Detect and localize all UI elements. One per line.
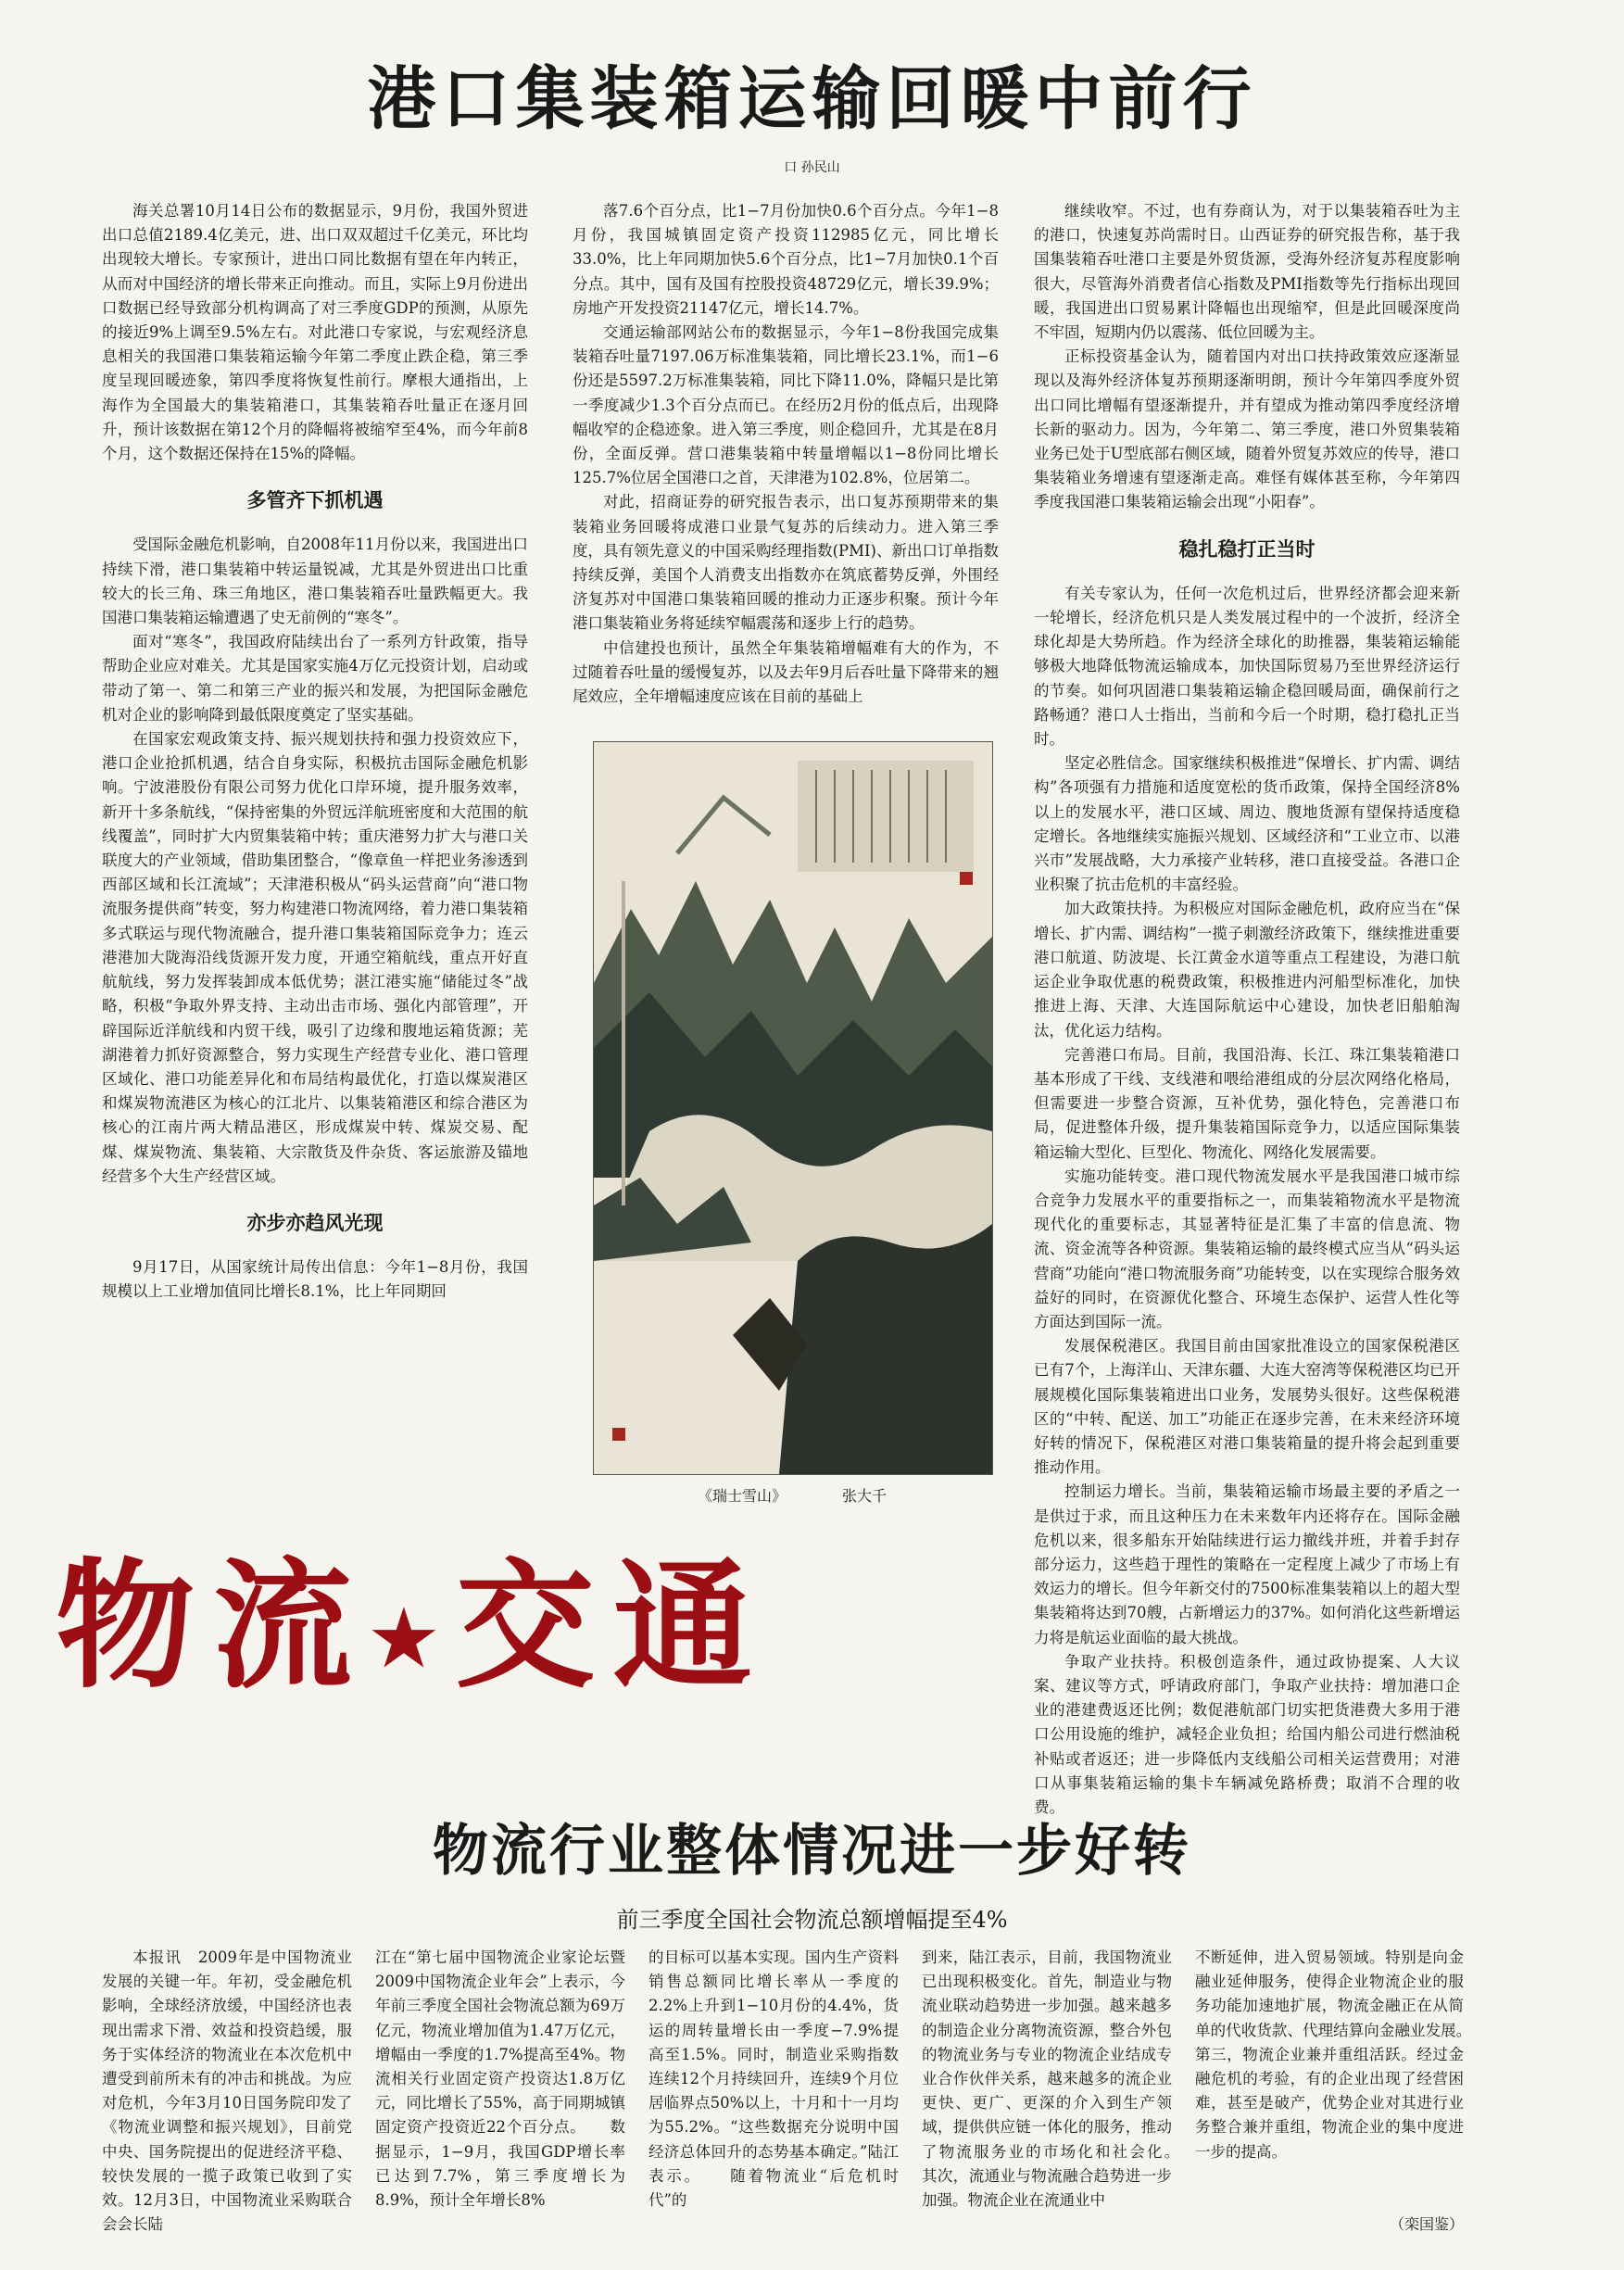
- painting-title: 《瑞士雪山》: [697, 1487, 787, 1505]
- section-logo-right: 交通: [455, 1545, 771, 1708]
- paragraph: 争取产业扶持。积极创造条件，通过政协提案、人大议案、建议等方式，呼请政府部门，争取产业扶持：增加港口企业的港建费返还比例；数促港航部门切实把货港费大多用于港口公用设施的维护，减轻企业负担；给国内船公司进行燃油税补贴或者返还；进一步降低内支线船公司相关运营费用；对港口从事集装箱运输的集卡车辆减免路桥费；取消不合理的收费。: [1034, 1652, 1460, 1816]
- paragraph: 到来，陆江表示，目前，我国物流业已出现积极变化。首先，制造业与物流业联动趋势进一步加强。越来越多的制造企业分离物流资源，整合外包的物流业务与专业的物流企业结成专业合作伙伴关系，越来越多的流企业更快、更广、更深的介入到生产领域，提供供应链一体化的服务，推动了物流服务业的市场化和社会化。 其次，流通业与物流融合趋势进一步加强。物流企业在流通业中: [922, 1948, 1202, 2210]
- article2-column-3: [648, 1946, 899, 2242]
- paragraph: 中信建投也预计，虽然全年集装箱增幅难有大的作为，不过随着吞吐量的缓慢复苏，以及去年9月后吞吐量下降带来的翘尾效应，全年增幅速度应该在目前的基础上: [573, 638, 999, 706]
- paragraph: 落7.6个百分点，比1−7月份加快0.6个百分点。今年1−8月份，我国城镇固定资产投资112985亿元，同比增长33.0%，比上年同期加快5.6个百分点，比1−7月加快0.1个百分点。其中，国有及国有控股投资48729亿元，增长39.9%；房地产开发投资21147亿元，增长14.7%。: [573, 202, 999, 317]
- article2-subtitle: 前三季度全国社会物流总额增幅提至4%: [616, 1907, 1008, 1933]
- article2-column-2: [375, 1946, 625, 2242]
- paragraph: 发展保税港区。我国目前由国家批准设立的国家保税港区已有7个，上海洋山、天津东疆、大连大窑湾等保税港区均已开展规模化国际集装箱进出口业务，发展势头很好。这些保税港区的“中转、配送、加工”功能正在逐步完善，在未来经济环境好转的情况下，保税港区对港口集装箱量的提升将会起到重要推动作用。: [1034, 1337, 1460, 1477]
- article1-column-2: [573, 199, 999, 727]
- paragraph: 继续收窄。不过，也有券商认为，对于以集装箱吞吐为主的港口，快速复苏尚需时日。山西证券的研究报告称，基于我国集装箱吞吐港口主要是外贸货源，受海外经济复苏程度影响很大，尽管海外消费者信心指数及PMI指数等先行指标出现回暖，我国进出口贸易累计降幅也出现缩窄，但是此回暖深度尚不牢固，短期内仍以震荡、低位回暖为主。: [1034, 202, 1460, 342]
- article2-column-4: [922, 1946, 1202, 2242]
- paragraph: 坚定必胜信念。国家继续积极推进“保增长、扩内需、调结构”各项强有力措施和适度宽松的货币政策，保持全国经济8%以上的发展水平，港口区域、周边、腹地货源有望保持适度稳定增长。各地继续实施振兴规划、区域经济和“工业立市、以港兴市”发展战略，大力承接产业转移，港口直接受益。各港口企业积聚了抗击危机的丰富经验。: [1034, 754, 1460, 894]
- paragraph: 9月17日，从国家统计局传出信息：今年1−8月份，我国规模以上工业增加值同比增长8.1%，比上年同期回: [102, 1258, 528, 1301]
- paragraph: 受国际金融危机影响，自2008年11月份以来，我国进出口持续下滑，港口集装箱中转运量锐减，尤其是外贸进出口比重较大的长三角、珠三角地区，港口集装箱吞吐量跌幅更大。我国港口集装箱运输遭遇了史无前例的“寒冬”。: [102, 536, 528, 627]
- section-heading: 亦步亦趋风光现: [246, 1211, 384, 1234]
- paragraph: 正标投资基金认为，随着国内对出口扶持政策效应逐渐显现以及海外经济体复苏预期逐渐明朗，预计今年第四季度外贸出口同比增幅有望逐渐提升，并有望成为推动第四季度经济增长新的驱动力。因为，今年第二、第三季度，港口外贸集装箱业务已处于U型底部右侧区域，随着外贸复苏效应的传导，港口集装箱业务增速有望逐渐走高。难怪有媒体甚至称，今年第四季度我国港口集装箱运输会出现“小阳春”。: [1034, 347, 1460, 511]
- section-heading: 多管齐下抓机遇: [246, 489, 384, 512]
- article2-signature: （栾国鉴）: [1389, 2215, 1464, 2233]
- painting-artist: 张大千: [842, 1487, 888, 1505]
- paragraph: 的目标可以基本实现。国内生产资料销售总额同比增长率从一季度的2.2%上升到1−10月份的4.4%，货运的周转量增长由一季度−7.9%提高至1.5%。同时，制造业采购指数连续12个月持续回升，连续9个月位居临界点50%以上，十月和十一月均为55.2%。“这些数据充分说明中国经济总体回升的态势基本确定。”陆江表示。 随着物流业“后危机时代”的: [648, 1948, 899, 2210]
- article2-title: 物流行业整体情况进一步好转: [433, 1819, 1191, 1884]
- section-heading: 稳扎稳打正当时: [1178, 537, 1316, 561]
- paragraph: 交通运输部网站公布的数据显示，今年1−8份我国完成集装箱吞吐量7197.06万标准集装箱，同比增长23.1%，而1−6份还是5597.2万标准集装箱，同比下降11.0%，降幅只是比第一季度减少1.3个百分点而已。在经历2月份的低点后，出现降幅收窄的企稳迹象。进入第三季度，则企稳回升，尤其是在8月份，全面反弹。营口港集装箱中转量增幅以1−8份同比增长125.7%位居全国港口之首，天津港为102.8%，位居第二。: [573, 323, 999, 487]
- paragraph: 实施功能转变。港口现代物流发展水平是我国港口城市综合竞争力发展水平的重要指标之一，而集装箱物流水平是物流现代化的重要标志，其显著特征是汇集了丰富的信息流、物流、资金流等各种资源。集装箱运输的最终模式应当从“码头运营商”功能向“港口物流服务商”功能转变，以在实现综合服务效益好的同时，在资源优化整合、环境生态保护、运营人性化等方面达到国际一流。: [1034, 1167, 1460, 1330]
- paragraph: 加大政策扶持。为积极应对国际金融危机，政府应当在“保增长、扩内需、调结构”一揽子刺激经济政策下，继续推进重要港口航道、防波堤、长江黄金水道等重点工程建设，为港口航运企业争取优惠的税费政策，积极推进内河船型标准化，加快推进上海、天津、大连国际航运中心建设，加快老旧船舶淘汰，优化运力结构。: [1034, 900, 1460, 1040]
- paragraph: 海关总署10月14日公布的数据显示，9月份，我国外贸进出口总值2189.4亿美元，进、出口双双超过千亿美元，环比均出现较大增长。专家预计，进出口同比数据有望在年内转正，从而对中国经济的增长带来正向推动。而且，实际上9月份进出口数据已经导致部分机构调高了对三季度GDP的预测，从原先的接近9%上调至9.5%左右。对此港口专家说，与宏观经济息息相关的我国港口集装箱运输今年第二季度止跌企稳，第三季度呈现回暖迹象，第四季度将恢复性前行。摩根大通指出，上海作为全国最大的集装箱港口，其集装箱吞吐量正在逐月回升，预计该数据在第12个月的降幅将被缩窄至4%，而今年前8个月，这个数据还保持在15%的降幅。: [102, 202, 528, 463]
- article1-title: 港口集装箱运输回暖中前行: [367, 59, 1257, 139]
- star-icon: ★: [371, 1595, 456, 1683]
- paragraph: 面对“寒冬”，我国政府陆续出台了一系列方针政策，指导帮助企业应对难关。尤其是国家实施4万亿元投资计划，启动或带动了第一、第二和第三产业的振兴和发展，为把国际金融危机对企业的影响降到最低限度奠定了坚实基础。: [102, 633, 528, 724]
- article1-byline: 口 孙民山: [784, 160, 840, 175]
- paragraph: 本报讯 2009年是中国物流业发展的关键一年。年初，受金融危机影响，全球经济放缓，中国经济也表现出需求下滑、效益和投资趋缓，服务于实体经济的物流业在本次危机中遭受到前所未有的冲击和挑战。为应对危机，今年3月10日国务院印发了《物流业调整和振兴规划》，目前党中央、国务院提出的促进经济平稳、较快发展的一揽子政策已收到了实效。12月3日，中国物流业采购联合会会长陆: [102, 1948, 352, 2234]
- article1-column-1: [102, 199, 528, 1357]
- article1-column-3: [1034, 199, 1460, 1816]
- paragraph: 有关专家认为，任何一次危机过后，世界经济都会迎来新一轮增长，经济危机只是人类发展过程中的一个波折，经济全球化却是大势所趋。作为经济全球化的助推器，集装箱运输能够极大地降低物流运输成本，加快国际贸易乃至世界经济运行的节奏。如何巩固港口集装箱运输企稳回暖局面，确保前行之路畅通？港口人士指出，当前和今后一个时期，稳打稳扎正当时。: [1034, 584, 1460, 749]
- paragraph: 江在“第七届中国物流企业家论坛暨2009中国物流企业年会”上表示，今年前三季度全国社会物流总额为69万亿元，物流业增加值为1.47万亿元，增幅由一季度的1.7%提高至4%。物流相关行业固定资产投资达1.8万亿元，同比增长了55%，高于同期城镇固定资产投资近22个百分点。 数据显示，1−9月，我国GDP增长率已达到7.7%，第三季度增长为8.9%，预计全年增长8%: [375, 1948, 625, 2210]
- landscape-painting-illustration: [594, 742, 992, 1474]
- section-logo-left: 物流: [56, 1545, 371, 1708]
- painting-caption: [593, 1484, 991, 1506]
- paragraph: 完善港口布局。目前，我国沿海、长江、珠江集装箱港口基本形成了干线、支线港和喂给港组成的分层次网络化格局，但需要进一步整合资源，互补优势，强化特色，完善港口布局，促进整体升级，提升集装箱国际竞争力，以适应国际集装箱运输大型化、巨型化、物流化、网络化发展需要。: [1034, 1045, 1460, 1161]
- article2-column-1: [102, 1946, 352, 2242]
- painting-image: [593, 741, 993, 1475]
- paragraph: 对此，招商证券的研究报告表示，出口复苏预期带来的集装箱业务回暖将成港口业景气复苏的后续动力。进入第三季度，具有领先意义的中国采购经理指数(PMI)、新出口订单指数持续反弹，美国个人消费支出指数亦在筑底蓄势反弹，外围经济复苏对中国港口集装箱回暖的推动力正逐步积聚。预计今年港口集装箱业务将延续窄幅震荡和逐步上行的趋势。: [573, 493, 999, 633]
- paragraph: 控制运力增长。当前，集装箱运输市场最主要的矛盾之一是供过于求，而且这种压力在未来数年内还将存在。国际金融危机以来，很多船东开始陆续进行运力撤线并班，并着手封存部分运力，这些趋于理性的策略在一定程度上减少了市场上有效运力的增长。但今年新交付的7500标准集装箱以上的超大型集装箱将达到70艘，占新增运力的37%。如何消化这些新增运力将是航运业面临的最大挑战。: [1034, 1482, 1460, 1646]
- paragraph: 在国家宏观政策支持、振兴规划扶持和强力投资效应下，港口企业抢抓机遇，结合自身实际，积极抗击国际金融危机影响。宁波港股份有限公司努力优化口岸环境，提升服务效率，新开十多条航线，“保持密集的外贸远洋航班密度和大范围的航线覆盖”，同时扩大内贸集装箱中转；重庆港努力扩大与港口关联度大的产业领域，借助集团整合，“像章鱼一样把业务渗透到西部区域和长江流域”；天津港积极从“码头运营商”向“港口物流服务提供商”转变，努力构建港口物流网络，着力港口集装箱多式联运与现代物流融合，提升港口集装箱国际竞争力；连云港港加大陇海沿线货源开发力度，开通空箱航线，重点开好直航航线，努力发挥装卸成本低优势；湛江港实施“储能过冬”战略，积极“争取外界支持、主动出击市场、强化内部管理”，开辟国际近洋航线和内贸干线，吸引了边缘和腹地运箱货源；芜湖港着力抓好资源整合，努力实现生产经营专业化、港口管理区域化、港口功能差异化和布局结构最优化，打造以煤炭港区和煤炭物流港区为核心的江北片、以集装箱港区和综合港区为核心的江南片两大精品港区，形成煤炭中转、煤炭交易、配煤、煤炭物流、集装箱、大宗散货及件杂货、客运旅游及锚地经营多个大生产经营区域。: [102, 730, 528, 1185]
- section-logo: [56, 1545, 982, 1708]
- article2-column-5: [1195, 1946, 1494, 2205]
- paragraph: 不断延伸，进入贸易领域。特别是向金融业延伸服务，使得企业物流企业的服务功能加速地扩展，物流金融正在从简单的代收货款、代理结算向金融业发展。 第三，物流企业兼并重组活跃。经过金融危机的考验，有的企业出现了经营困难，甚至是破产，优势企业对其进行业务整合兼并重组，物流企业的集中度进一步的提高。: [1195, 1948, 1494, 2161]
